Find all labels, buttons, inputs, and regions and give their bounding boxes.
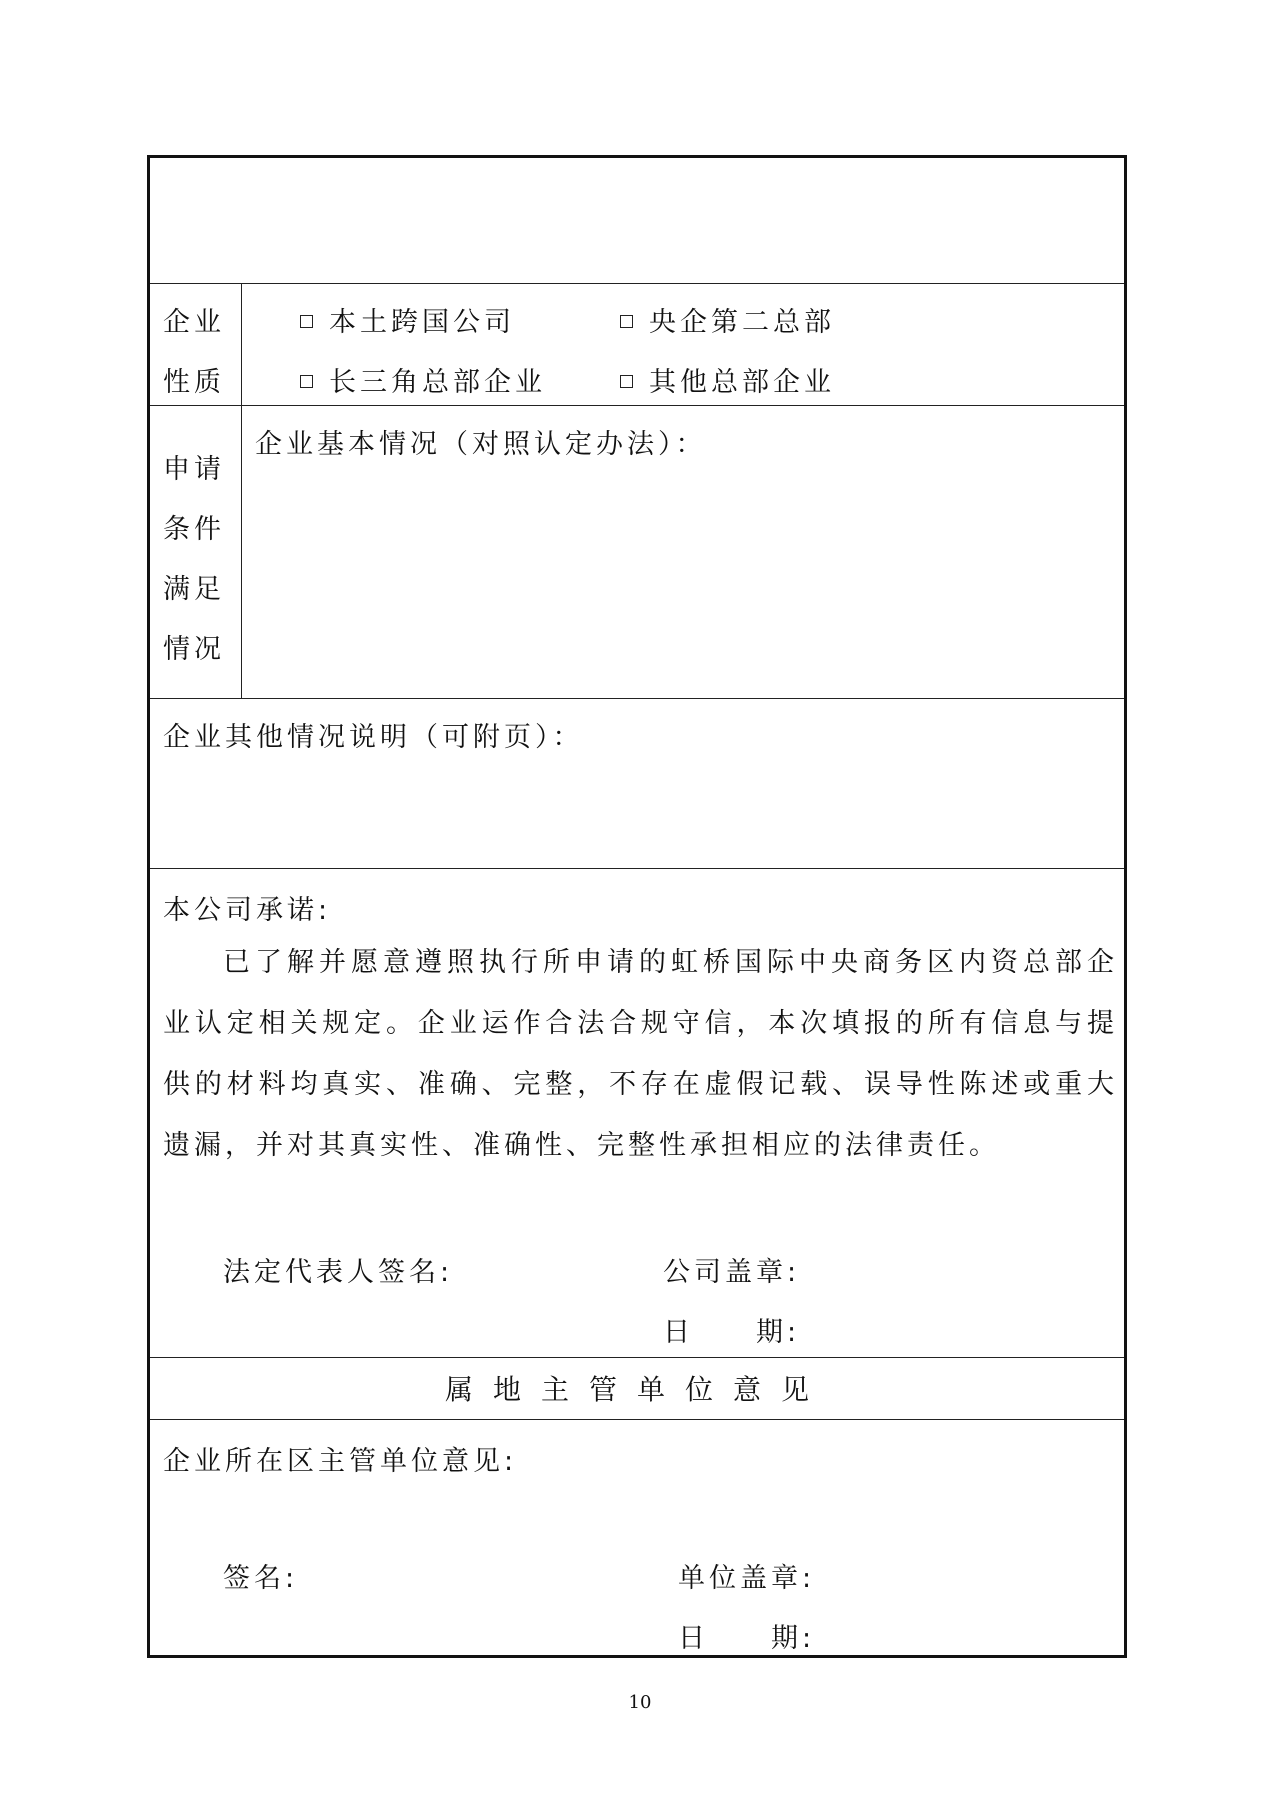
authority-seal-label: 单位盖章: (678, 1563, 816, 1594)
option-soe-second-hq[interactable]: 央企第二总部 (620, 309, 835, 336)
page-number: 10 (628, 1692, 652, 1713)
company-seal-label: 公司盖章: (663, 1257, 801, 1288)
other-info-row (150, 698, 1124, 868)
conditions-label-4: 情况 (163, 634, 225, 665)
conditions-row (150, 405, 1124, 698)
conditions-label-2: 条件 (163, 514, 225, 545)
commitment-row (150, 868, 1124, 1357)
commitment-date-label: 日 期: (663, 1317, 801, 1348)
column-divider (241, 406, 242, 698)
checkbox-icon[interactable] (620, 315, 633, 328)
commitment-heading: 本公司承诺: (163, 895, 332, 926)
authority-date-label: 日 期: (678, 1623, 816, 1654)
other-info-prompt: 企业其他情况说明（可附页）： (163, 722, 584, 753)
blank-top-row[interactable] (150, 158, 1124, 283)
conditions-input-area[interactable] (243, 466, 1124, 698)
nature-label-line2: 性质 (163, 367, 225, 398)
enterprise-nature-row (150, 283, 1124, 405)
option-yangtze-delta-hq[interactable]: 长三角总部企业 (300, 369, 546, 396)
authority-section-title: 属地主管单位意见 (444, 1372, 829, 1406)
checkbox-icon[interactable] (300, 315, 313, 328)
checkbox-icon[interactable] (620, 375, 633, 388)
authority-title-row (150, 1357, 1124, 1419)
application-form-table (147, 155, 1127, 1658)
other-info-input-area[interactable] (150, 759, 1124, 868)
nature-label-line1: 企业 (163, 307, 225, 338)
option-other-hq[interactable]: 其他总部企业 (620, 369, 835, 396)
authority-opinion-prompt: 企业所在区主管单位意见: (163, 1446, 518, 1477)
option-local-multinational[interactable]: 本土跨国公司 (300, 309, 515, 336)
conditions-prompt: 企业基本情况（对照认定办法）： (255, 429, 707, 460)
conditions-label-3: 满足 (163, 574, 225, 605)
conditions-label-1: 申请 (163, 454, 225, 485)
column-divider (241, 284, 242, 405)
authority-opinion-row (150, 1419, 1124, 1658)
authority-signature-label: 签名: (223, 1563, 299, 1594)
checkbox-icon[interactable] (300, 375, 313, 388)
commitment-text: 已了解并愿意遵照执行所申请的虹桥国际中央商务区内资总部企业认定相关规定。企业运作合法合规守信，本次填报的所有信息与提供的材料均真实、准确、完整，不存在虚假记载、误导性陈述或重大遗漏，并对其真实性、准确性、完整性承担相应的法律责任。 (163, 947, 1118, 1161)
legal-rep-signature-label: 法定代表人签名: (223, 1257, 454, 1288)
